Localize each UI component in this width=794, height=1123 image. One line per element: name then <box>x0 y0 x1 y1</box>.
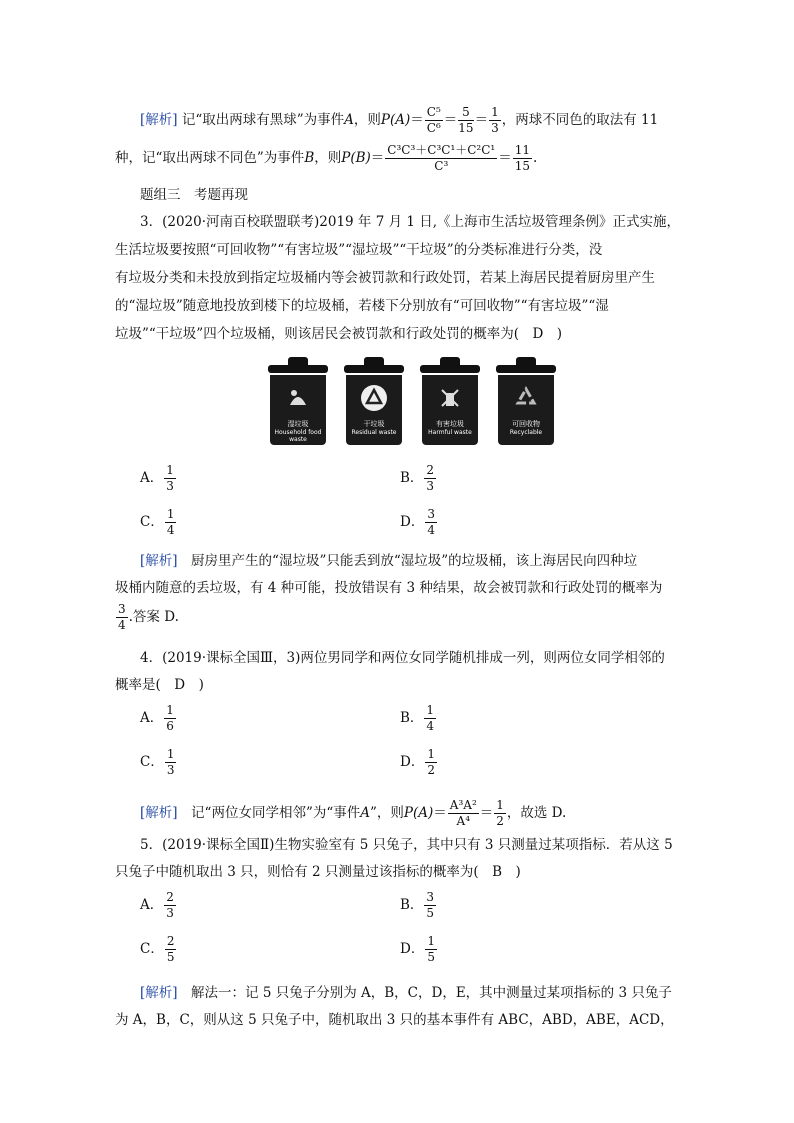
harmful-waste-icon <box>437 385 463 411</box>
q3-option-a[interactable]: A． $\frac{1}{3}$ <box>140 463 174 493</box>
fraction: $\frac{1}{3}$ <box>491 105 499 135</box>
q5-option-c[interactable]: C． $\frac{2}{5}$ <box>140 934 175 964</box>
q4-analysis: [解析] 记“两位女同学相邻”为“事件A”，则P(A)＝ $\frac{\text{A³A²}}{\text{A⁴}}$ ＝ $\frac{1}{2}$ ，故选 D. <box>140 798 567 828</box>
q4-option-c[interactable]: C． $\frac{1}{3}$ <box>140 747 175 777</box>
q3-analysis-line-2: 圾桶内随意的丢垃圾，有 4 种可能，投放错误有 3 种结果，故会被罚款和行政处罚的概率为 <box>115 580 663 596</box>
q5-line-2: 只兔子中随机取出 3 只，则恰有 2 只测量过该指标的概率为( B ) <box>115 864 521 880</box>
q3-option-b[interactable]: B． $\frac{2}{3}$ <box>400 463 435 493</box>
q3-analysis-line-3: $\frac{3}{4}$ .答案 D. <box>118 602 179 632</box>
recycle-icon <box>513 385 539 411</box>
q4-option-a[interactable]: A． $\frac{1}{6}$ <box>140 703 174 733</box>
q4-line-1: 4．(2019·课标全国Ⅲ，3)两位男同学和两位女同学随机排成一列，则两位女同学相邻的 <box>140 650 665 666</box>
q3-option-c[interactable]: C． $\frac{1}{4}$ <box>140 507 175 537</box>
residual-waste-icon <box>361 385 387 411</box>
q4-line-2: 概率是( D ) <box>115 677 204 693</box>
q5-option-a[interactable]: A． $\frac{2}{3}$ <box>140 890 174 920</box>
fraction: $\frac{5}{15}$ <box>458 105 474 135</box>
q4-option-d[interactable]: D． $\frac{1}{2}$ <box>400 747 435 777</box>
bin-recyclable: 可回收物 Recyclable <box>496 355 556 445</box>
section-title: 题组三 考题再现 <box>140 187 248 203</box>
food-waste-icon <box>285 385 311 411</box>
q5-analysis-line-1: [解析] 解法一：记 5 只兔子分别为 A，B，C，D，E，其中测量过某项指标的 3 只兔子 <box>140 985 672 1001</box>
bin-harmful-waste: 有害垃圾 Harmful waste <box>420 355 480 445</box>
q3-line-3: 有垃圾分类和未投放到指定垃圾桶内等会被罚款和行政处罚，若某上海居民提着厨房里产生 <box>115 270 655 286</box>
analysis-line-2: 种，记“取出两球不同色”为事件B，则P(B)＝ $\frac{\text{C³C³＋C³C¹＋C²C¹}}{\text{C³}}$ ＝ $\frac{11}{15}$ . <box>115 143 538 173</box>
q5-option-d[interactable]: D． $\frac{1}{5}$ <box>400 934 435 964</box>
q3-line-4: 的“湿垃圾”随意地投放到楼下的垃圾桶，若楼下分别放有“可回收物”“有害垃圾”“湿 <box>115 298 609 314</box>
analysis-line-1: [解析] 记“取出两球有黑球”为事件A，则P(A)＝ $\frac{\text{C⁵}}{\text{C⁶}}$ ＝ $\frac{5}{15}$ ＝ $\frac{1}{3}$ ，两球不同色的取法有 11 <box>140 105 659 135</box>
q5-analysis-line-2: 为 A，B，C，则从这 5 只兔子中，随机取出 3 只的基本事件有 ABC，ABD，ABE，ACD， <box>115 1012 674 1028</box>
q3-line-1: 3．(2020·河南百校联盟联考)2019 年 7 月 1 日,《上海市生活垃圾管理条例》正式实施， <box>140 214 681 230</box>
fraction: $\frac{\text{C³C³＋C³C¹＋C²C¹}}{\text{C³}}$ <box>387 143 496 173</box>
q5-line-1: 5．(2019·课标全国Ⅱ)生物实验室有 5 只兔子，其中只有 3 只测量过某项指标．若从这 5 <box>140 837 673 853</box>
fraction: $\frac{\text{C⁵}}{\text{C⁶}}$ <box>426 105 441 135</box>
q3-line-2: 生活垃圾要按照“可回收物”“有害垃圾”“湿垃圾”“干垃圾”的分类标准进行分类，没 <box>115 242 603 258</box>
bin-food-waste: 湿垃圾 Household food waste <box>268 355 328 445</box>
analysis-tag: [解析] <box>140 112 178 128</box>
q3-line-5: 垃圾”“干垃圾”四个垃圾桶，则该居民会被罚款和行政处罚的概率为( D ) <box>115 326 563 342</box>
q3-analysis-line-1: [解析] 厨房里产生的“湿垃圾”只能丢到放“湿垃圾”的垃圾桶，该上海居民向四种垃 <box>140 553 638 569</box>
bin-residual-waste: 干垃圾 Residual waste <box>344 355 404 445</box>
q5-option-b[interactable]: B． $\frac{3}{5}$ <box>400 890 435 920</box>
q4-option-b[interactable]: B． $\frac{1}{4}$ <box>400 703 435 733</box>
fraction: $\frac{11}{15}$ <box>514 143 531 173</box>
q3-option-d[interactable]: D． $\frac{3}{4}$ <box>400 507 435 537</box>
